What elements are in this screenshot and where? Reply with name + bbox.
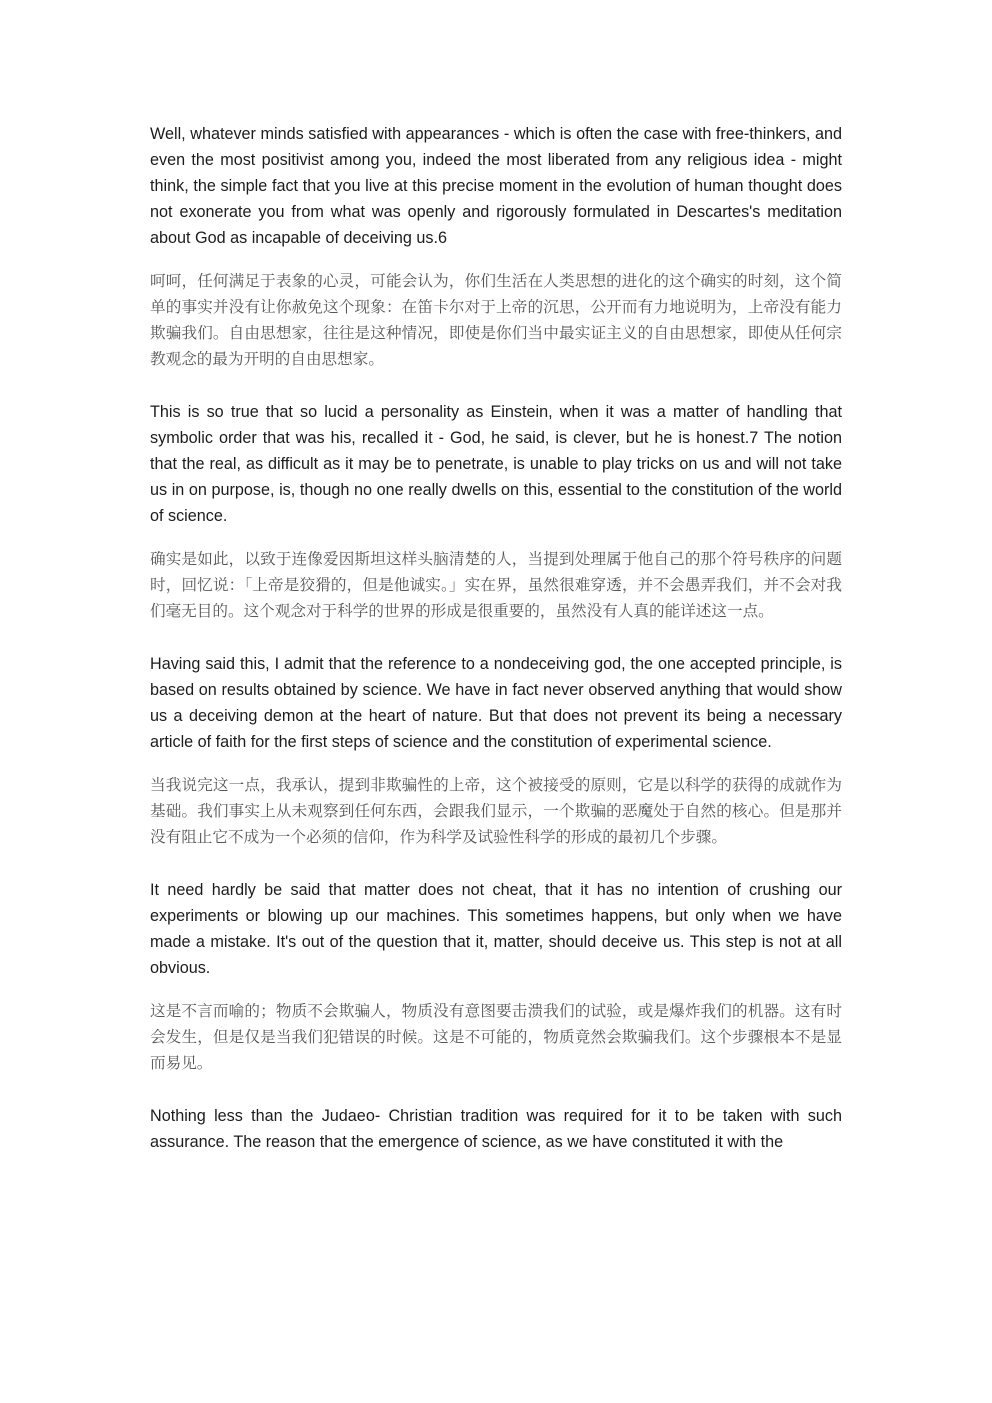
- paragraph-chinese-3: 当我说完这一点，我承认，提到非欺骗性的上帝，这个被接受的原则，它是以科学的获得的成就作为基础。我们事实上从未观察到任何东西，会跟我们显示，一个欺骗的恶魔处于自然的核心。但是那并没有阻止它不成为一个必须的信仰，作为科学及试验性科学的形成的最初几个步骤。: [150, 776, 842, 846]
- paragraph-english-5: Nothing less than the Judaeo- Christian tradition was required for it to be taken with such assurance. The reason that the emergence of science, as we have constituted it with the: [150, 1107, 842, 1151]
- paragraph-chinese-2: 确实是如此，以致于连像爱因斯坦这样头脑清楚的人，当提到处理属于他自己的那个符号秩序的问题时，回忆说：「上帝是狡猾的，但是他诚实。」实在界，虽然很难穿透，并不会愚弄我们，并不会对我们毫无目的。这个观念对于科学的世界的形成是很重要的，虽然没有人真的能详述这一点。: [150, 550, 842, 620]
- paragraph-chinese-4: 这是不言而喻的；物质不会欺骗人，物质没有意图要击溃我们的试验，或是爆炸我们的机器。这有时会发生，但是仅是当我们犯错误的时候。这是不可能的，物质竟然会欺骗我们。这个步骤根本不是显而易见。: [150, 1002, 842, 1072]
- paragraph-english-2: This is so true that so lucid a personality as Einstein, when it was a matter of handling that symbolic order that was his, recalled it - God, he said, is clever, but he is honest.7 The notion that the real, as difficult as it may be to penetrate, is unable to play tricks on us and will not take us in on purpose, is, though no one really dwells on this, essential to the constitution of the world of science.: [150, 403, 842, 525]
- paragraph-english-1: Well, whatever minds satisfied with appearances - which is often the case with free-thinkers, and even the most positivist among you, indeed the most liberated from any religious idea - might think, the simple fact that you live at this precise moment in the evolution of human thought does not exonerate you from what was openly and rigorously formulated in Descartes's meditation about God as incapable of deceiving us.6: [150, 125, 842, 247]
- document-body: [150, 121, 842, 1155]
- paragraph-english-3: Having said this, I admit that the reference to a nondeceiving god, the one accepted principle, is based on results obtained by science. We have in fact never observed anything that would show us a deceiving demon at the heart of nature. But that does not prevent its being a necessary article of faith for the first steps of science and the constitution of experimental science.: [150, 655, 842, 751]
- paragraph-english-4: It need hardly be said that matter does not cheat, that it has no intention of crushing our experiments or blowing up our machines. This sometimes happens, but only when we have made a mistake. It's out of the question that it, matter, should deceive us. This step is not at all obvious.: [150, 881, 842, 977]
- paragraph-chinese-1: 呵呵，任何满足于表象的心灵，可能会认为，你们生活在人类思想的进化的这个确实的时刻，这个简单的事实并没有让你赦免这个现象：在笛卡尔对于上帝的沉思，公开而有力地说明为，上帝没有能力欺骗我们。自由思想家，往往是这种情况，即使是你们当中最实证主义的自由思想家，即使从任何宗教观念的最为开明的自由思想家。: [150, 272, 842, 368]
